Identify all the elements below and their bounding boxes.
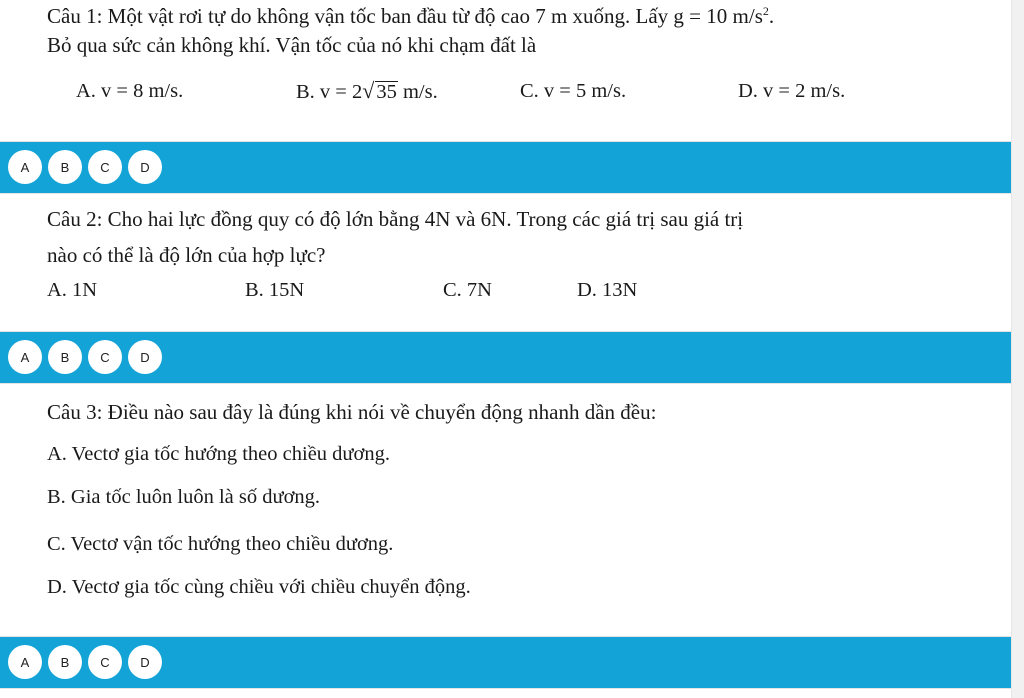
q1-choice-d-button[interactable]: D xyxy=(128,150,162,184)
q2-option-b: B. 15N xyxy=(245,279,305,301)
q1-option-d: D. v = 2 m/s. xyxy=(738,80,846,102)
q3-option-c: C. Vectơ vận tốc hướng theo chiều dương. xyxy=(47,533,394,555)
q3-choice-c-button[interactable]: C xyxy=(88,645,122,679)
q2-option-d: D. 13N xyxy=(577,279,638,301)
answer-bar-q3 xyxy=(0,636,1012,689)
scrollbar[interactable] xyxy=(1011,0,1024,698)
q2-option-a: A. 1N xyxy=(47,279,98,301)
q3-option-d: D. Vectơ gia tốc cùng chiều với chiều chuyển động. xyxy=(47,576,471,598)
q2-choice-d-button[interactable]: D xyxy=(128,340,162,374)
q1-choice-b-button[interactable]: B xyxy=(48,150,82,184)
q2-choice-b-button[interactable]: B xyxy=(48,340,82,374)
q3-choice-b-button[interactable]: B xyxy=(48,645,82,679)
q1-option-b: B. v = 2√35 m/s. xyxy=(296,78,438,103)
q2-line2: nào có thể là độ lớn của hợp lực? xyxy=(47,243,326,267)
q3-choice-a-button[interactable]: A xyxy=(8,645,42,679)
answer-bar-q1 xyxy=(0,141,1012,194)
q1-line2: Bỏ qua sức cản không khí. Vận tốc của nó khi chạm đất là xyxy=(47,33,537,57)
q2-choice-a-button[interactable]: A xyxy=(8,340,42,374)
q1-line1: Câu 1: Một vật rơi tự do không vận tốc ban đầu từ độ cao 7 m xuống. Lấy g = 10 $m/s^2$. xyxy=(47,4,775,28)
q3-line1: Câu 3: Điều nào sau đây là đúng khi nói về chuyển động nhanh dần đều: xyxy=(47,400,657,424)
q3-choice-d-button[interactable]: D xyxy=(128,645,162,679)
q3-option-a: A. Vectơ gia tốc hướng theo chiều dương. xyxy=(47,443,391,465)
q2-choice-c-button[interactable]: C xyxy=(88,340,122,374)
q1-option-c: C. v = 5 m/s. xyxy=(520,80,627,102)
q1-option-a: A. v = 8 m/s. xyxy=(76,80,184,102)
q2-option-c: C. 7N xyxy=(443,279,492,301)
answer-bar-q2 xyxy=(0,331,1012,384)
q3-option-b: B. Gia tốc luôn luôn là số dương. xyxy=(47,486,321,508)
q2-line1: Câu 2: Cho hai lực đồng quy có độ lớn bằng 4N và 6N. Trong các giá trị sau giá trị xyxy=(47,207,744,231)
q1-choice-a-button[interactable]: A xyxy=(8,150,42,184)
q1-choice-c-button[interactable]: C xyxy=(88,150,122,184)
